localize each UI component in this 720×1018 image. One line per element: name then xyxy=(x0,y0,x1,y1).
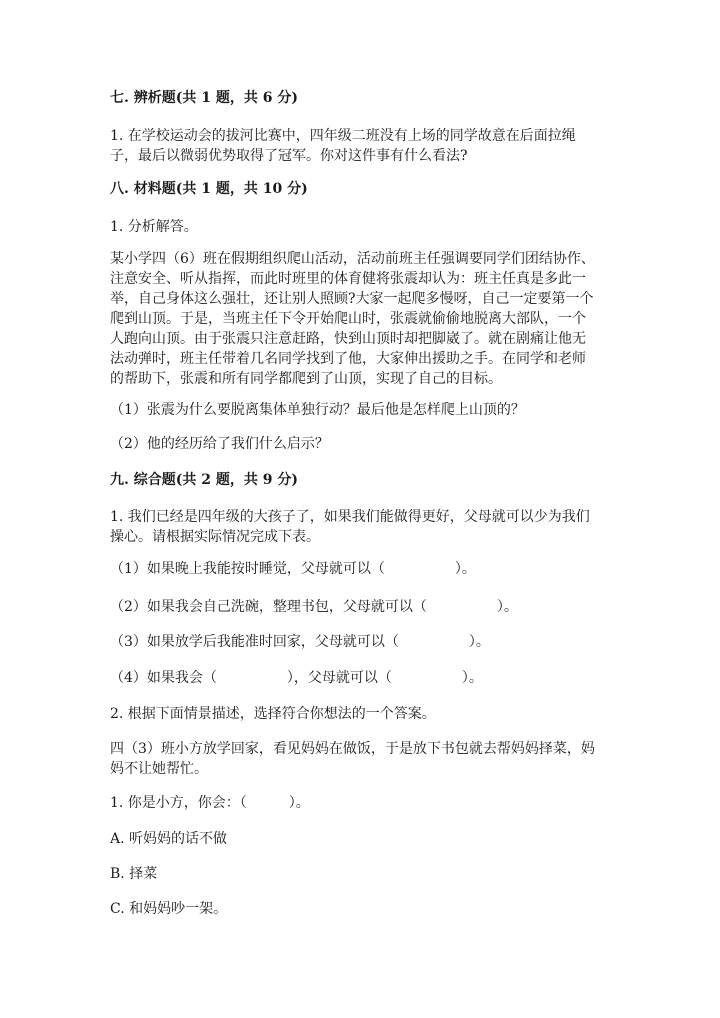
sub-question-2: （2）他的经历给了我们什么启示？ xyxy=(110,436,329,452)
scenario-line-2: 妈不让她帮忙。 xyxy=(110,761,208,777)
section-7-question-line-1: 1. 在学校运动会的拔河比赛中，四年级二班没有上场的同学故意在后面拉绳 xyxy=(110,128,576,144)
passage-line: 法动弹时，班主任带着几名同学找到了他，大家伸出援助之手。在同学和老师 xyxy=(110,351,586,367)
section-7-heading: 七. 辨析题(共 1 题，共 6 分) xyxy=(110,90,298,106)
fill-in-item-1: （1）如果晚上我能按时睡觉，父母就可以（ ）。 xyxy=(110,561,476,577)
sub-question-1: （1）张震为什么要脱离集体单独行动？最后他是怎样爬上山顶的？ xyxy=(110,402,525,418)
passage-line: 举，自己身体这么强壮，还让别人照顾?大家一起爬多慢呀，自己一定要第一个 xyxy=(110,291,594,307)
fill-in-item-4: （4）如果我会（ ），父母就可以（ ）。 xyxy=(110,670,483,686)
section-9-heading: 九. 综合题(共 2 题，共 9 分) xyxy=(110,472,298,488)
section-9-question-1-line-2: 操心。请根据实际情况完成下表。 xyxy=(110,529,320,545)
mcq-stem: 1. 你是小方，你会：（ ）。 xyxy=(110,795,310,811)
scenario-line-1: 四（3）班小方放学回家，看见妈妈在做饭，于是放下书包就去帮妈妈择菜，妈 xyxy=(110,741,595,757)
fill-in-item-3: （3）如果放学后我能准时回家，父母就可以（ ）。 xyxy=(110,634,490,650)
passage-line: 注意安全、听从指挥，而此时班里的体育健将张震却认为：班主任真是多此一 xyxy=(110,271,586,287)
passage-line: 的帮助下，张震和所有同学都爬到了山顶，实现了自己的目标。 xyxy=(110,371,502,387)
section-9-question-2: 2. 根据下面情景描述，选择符合你想法的一个答案。 xyxy=(110,706,436,722)
option-a: A. 听妈妈的话不做 xyxy=(110,831,228,847)
passage-line: 爬到山顶。于是，当班主任下令开始爬山时，张震就偷偷地脱离大部队，一个 xyxy=(110,311,586,327)
section-9-question-1-line-1: 1. 我们已经是四年级的大孩子了，如果我们能做得更好，父母就可以少为我们 xyxy=(110,509,590,525)
option-c: C. 和妈妈吵一架。 xyxy=(110,901,228,917)
passage-line: 某小学四（6）班在假期组织爬山活动，活动前班主任强调要同学们团结协作、 xyxy=(110,251,595,267)
fill-in-item-2: （2）如果我会自己洗碗，整理书包，父母就可以（ ）。 xyxy=(110,599,518,615)
option-b: B. 择菜 xyxy=(110,866,158,882)
section-7-question-line-2: 子，最后以微弱优势取得了冠军。你对这件事有什么看法? xyxy=(110,148,468,164)
section-8-heading: 八. 材料题(共 1 题，共 10 分) xyxy=(110,181,308,197)
passage-line: 人跑向山顶。由于张震只注意赶路，快到山顶时却把脚崴了。就在剧痛让他无 xyxy=(110,331,586,347)
section-8-question-1: 1. 分析解答。 xyxy=(110,219,198,235)
